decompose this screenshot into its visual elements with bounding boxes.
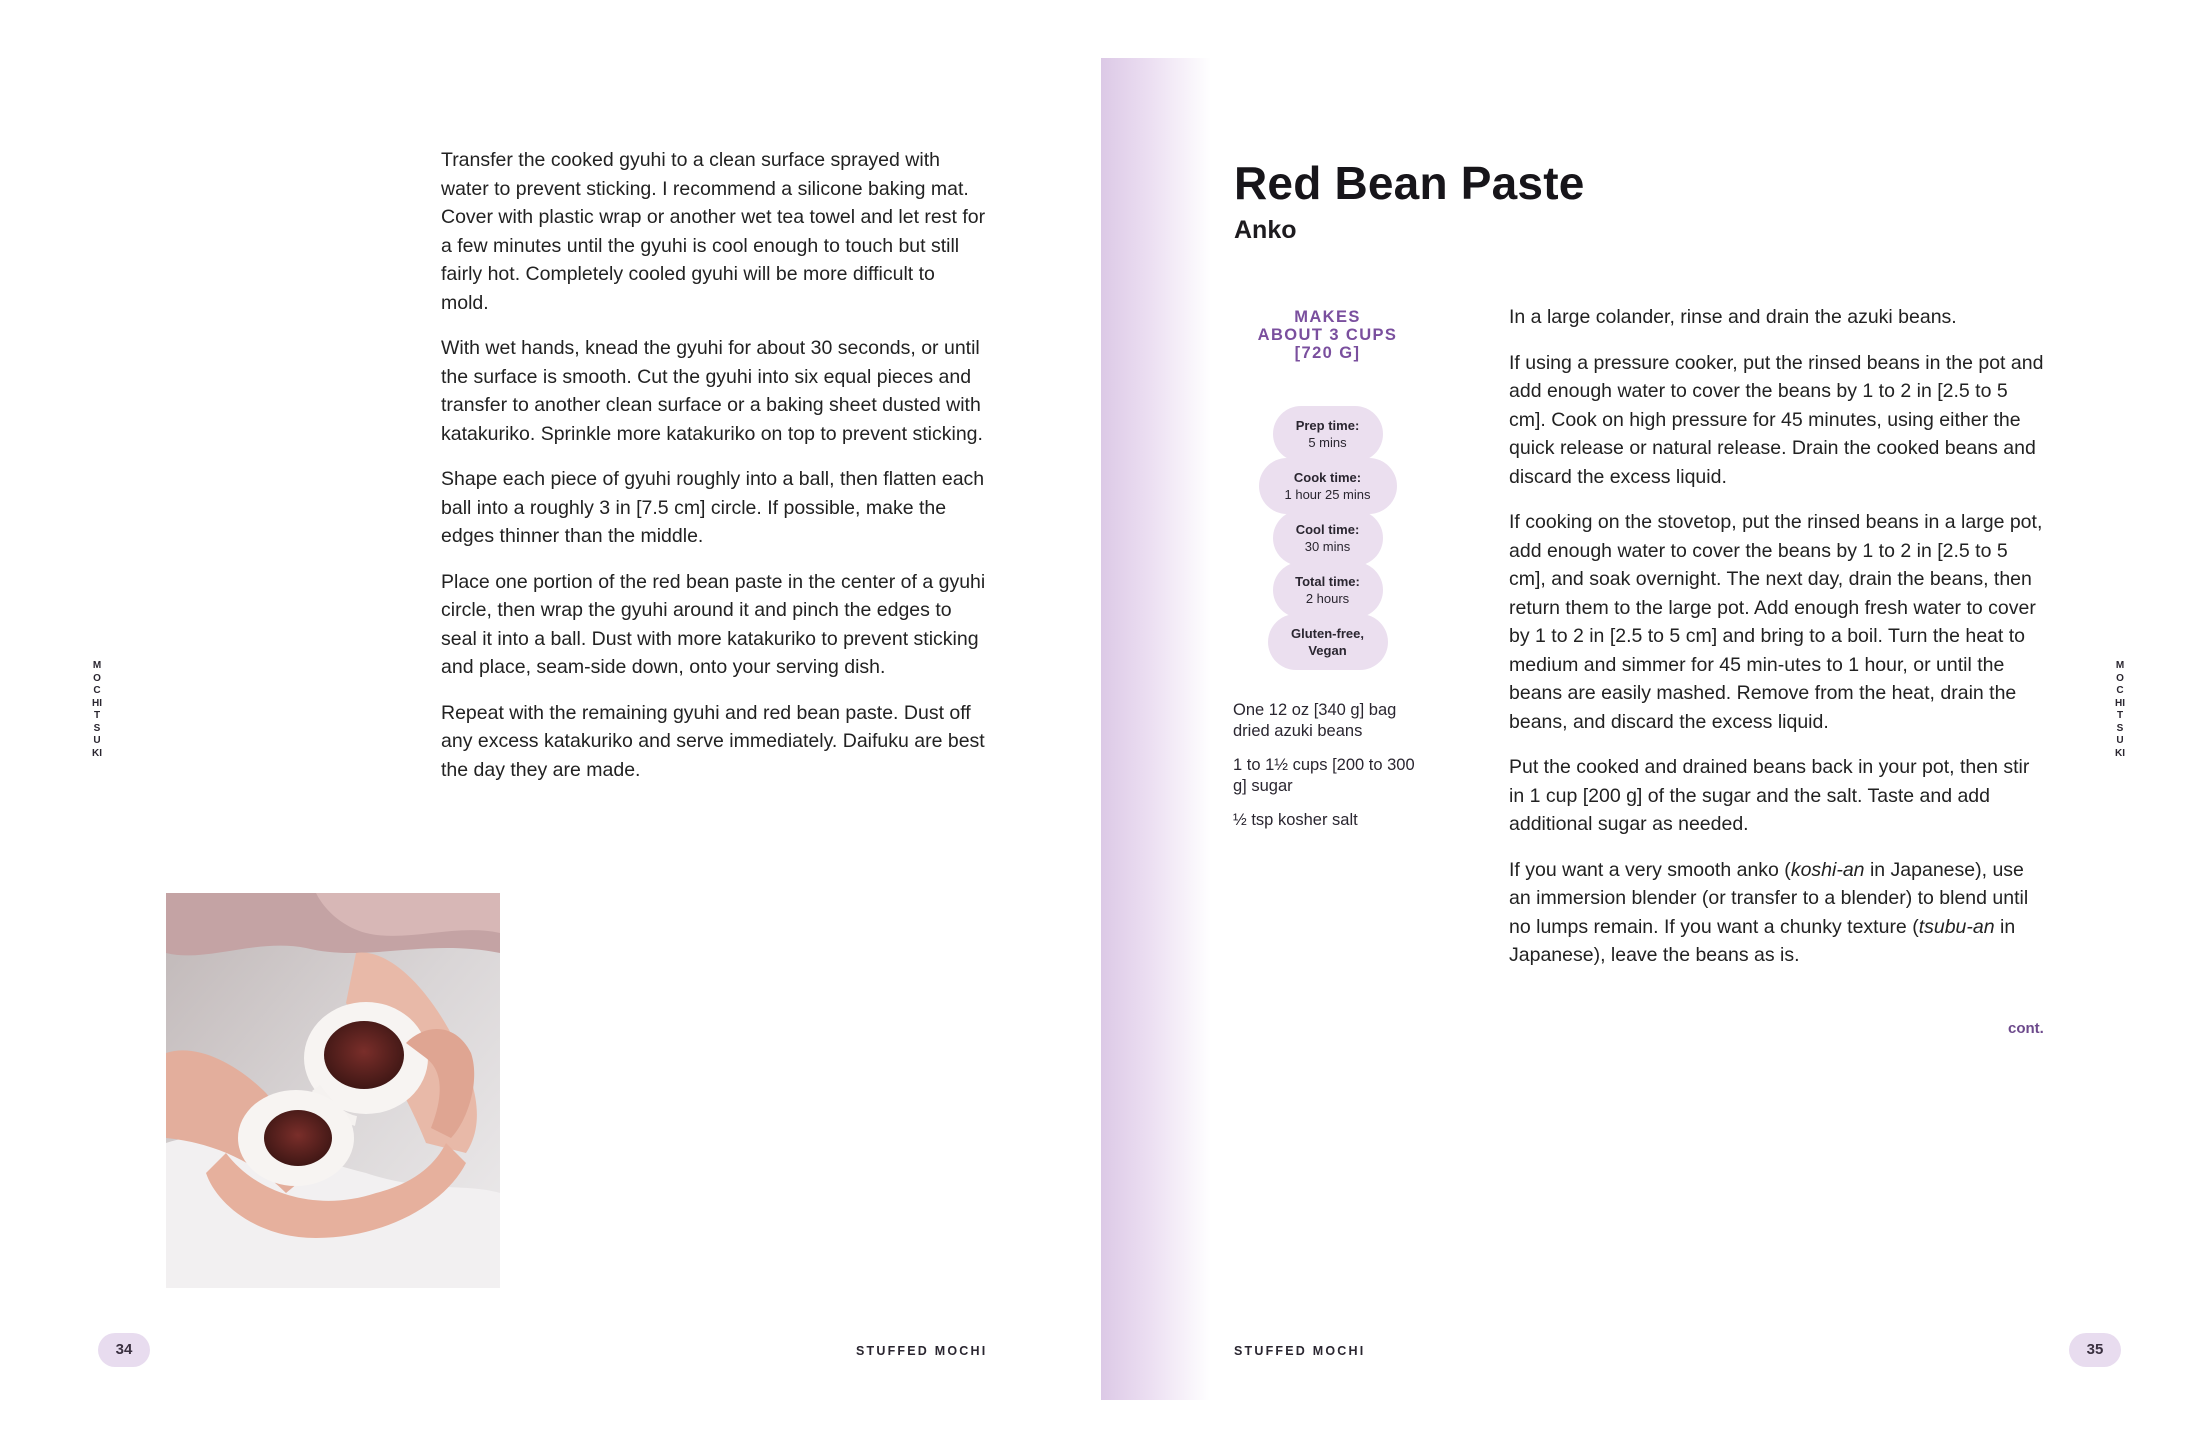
yield-line: MAKES: [1294, 308, 1361, 326]
recipe-title: Red Bean Paste: [1234, 157, 1585, 209]
method-step: Put the cooked and drained beans back in your pot, then stir in 1 cup [200 g] of the sugar and the salt. Taste and add additional sugar as needed.: [1509, 756, 2030, 835]
badge-value: 1 hour 25 mins: [1284, 487, 1371, 502]
continued-label: cont.: [2008, 1020, 2044, 1037]
text-run: in Japanese), leave the beans as is.: [1509, 915, 2016, 966]
time-badges: [1255, 406, 1400, 666]
paragraph: Transfer the cooked gyuhi to a clean surface sprayed with water to prevent sticking. I recommend a silicone baking mat. Cover with plastic wrap or another wet tea towel and let rest for a few minutes until the gyuhi is cool enough to touch but still fairly hot. Completely cooled gyuhi will be more difficult to mold.: [441, 149, 986, 314]
total-time-badge: [1273, 562, 1383, 618]
badge-value: 30 mins: [1304, 539, 1351, 554]
ingredient-item: ½ tsp kosher salt: [1233, 811, 1358, 829]
italic-term: tsubu-an: [1918, 915, 1995, 938]
yield-line: ABOUT 3 CUPS: [1257, 326, 1398, 344]
badge-value: Vegan: [1308, 643, 1347, 658]
method-step: If cooking on the stovetop, put the rinsed beans in a large pot, add enough water to cover the beans by 1 to 2 in [2.5 to 5 cm], and soak overnight. The next day, drain the beans, then return them to the large pot. Add enough fresh water to cover by 1 to 2 in [2.5 to 5 cm] and bring to a boil. Turn the heat to medium and simmer for 45 min-utes to 1 hour, or until the beans are easily mashed. Remove from the heat, drain the beans, and discard the excess liquid.: [1509, 511, 2043, 733]
badge-value: 5 mins: [1308, 435, 1347, 450]
ingredient-list: [1233, 700, 1423, 844]
recipe-subtitle: Anko: [1234, 216, 1297, 244]
paragraph: Repeat with the remaining gyuhi and red bean paste. Dust off any excess katakuriko and serve immediately. Daifuku are best the day they are made.: [441, 701, 985, 781]
diet-badge: [1268, 614, 1388, 670]
badge-label: Prep time:: [1295, 418, 1360, 433]
running-head-left: STUFFED MOCHI: [856, 1344, 988, 1358]
method-step: [1509, 856, 2049, 970]
badge-label: Cook time:: [1293, 470, 1362, 485]
text-run: in Japanese), use an immersion blender (or transfer to a blender) to blend until no lumps remain. If you want a chunky texture (: [1509, 858, 2029, 938]
side-label-left: MOCHITSUKI: [92, 660, 102, 759]
daifuku-photo: [166, 893, 500, 1288]
method-step: In a large colander, rinse and drain the azuki beans.: [1509, 306, 1957, 328]
paragraph: With wet hands, knead the gyuhi for about 30 seconds, or until the surface is smooth. Cut the gyuhi into six equal pieces and transfer to another clean surface or a baking sheet dusted with katakuriko. Sprinkle more katakuriko on top to prevent sticking.: [441, 337, 983, 445]
cook-time-badge: [1259, 458, 1397, 514]
yield-label: [1240, 308, 1415, 362]
badge-label: Total time:: [1295, 574, 1360, 589]
italic-term: koshi-an: [1790, 858, 1865, 881]
side-label-right: MOCHITSUKI: [2115, 660, 2125, 759]
ingredient-item: One 12 oz [340 g] bag dried azuki beans: [1233, 701, 1397, 740]
running-head-right: STUFFED MOCHI: [1234, 1344, 1366, 1358]
method-text: [1509, 303, 2049, 987]
spine-shadow: [1101, 58, 1211, 1400]
prep-time-badge: [1273, 406, 1383, 462]
paragraph: Shape each piece of gyuhi roughly into a ball, then flatten each ball into a roughly 3 in [7.5 cm] circle. If possible, make the edges thinner than the middle.: [441, 468, 985, 547]
paragraph: Place one portion of the red bean paste in the center of a gyuhi circle, then wrap the gyuhi around it and pinch the edges to seal it into a ball. Dust with more katakuriko to prevent sticking and place, seam-side down, onto your serving dish.: [441, 570, 986, 678]
method-step: If using a pressure cooker, put the rinsed beans in the pot and add enough water to cover the beans by 1 to 2 in [2.5 to 5 cm]. Cook on high pressure for 45 minutes, using either the quick release or natural release. Drain the cooked beans and discard the excess liquid.: [1509, 351, 2044, 488]
page-number-right: 35: [2069, 1333, 2121, 1367]
gutter-top: [1101, 0, 1211, 58]
ingredient-item: 1 to 1½ cups [200 to 300 g] sugar: [1233, 756, 1415, 795]
page-number-left: 34: [98, 1333, 150, 1367]
text-run: If you want a very smooth anko (: [1509, 858, 1791, 881]
badge-value: 2 hours: [1305, 591, 1350, 606]
badge-label: Cool time:: [1295, 522, 1360, 537]
left-body-text: [441, 146, 986, 801]
cool-time-badge: [1273, 510, 1383, 566]
yield-line: [720 G]: [1294, 344, 1361, 362]
badge-label: Gluten-free,: [1291, 626, 1364, 641]
